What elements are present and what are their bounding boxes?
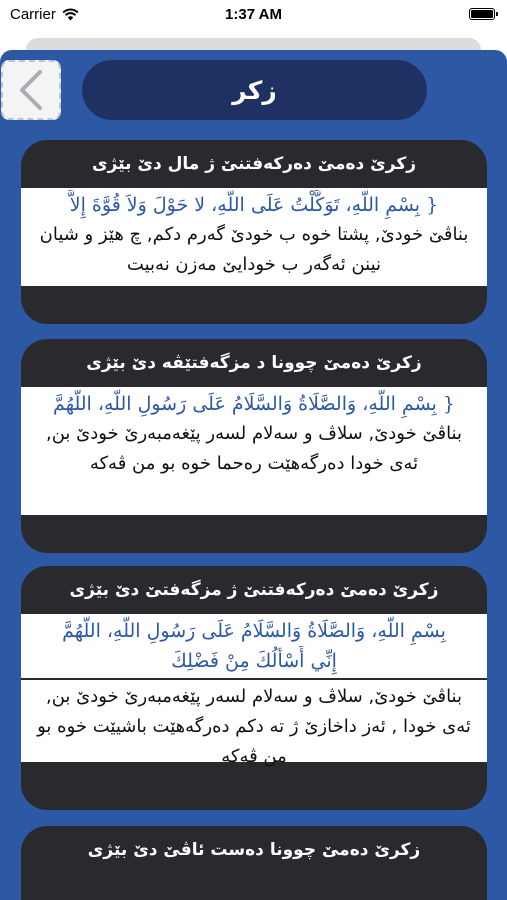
divider — [21, 678, 487, 680]
kurdish-text: بناڤێ خودێ, پشتا خوە ب خودێ گەرم دکم, چ هێز و شیان نینن ئەگەر ب خودایێ مەزن نەبیت — [39, 224, 469, 275]
card-title: زکرێ دەمێ چوونا د مزگەفتێڤە دێ بێژی — [86, 353, 422, 373]
card-body — [21, 188, 487, 286]
dhikr-card[interactable] — [21, 566, 487, 810]
card-body — [21, 387, 487, 515]
status-bar — [0, 0, 507, 30]
kurdish-text: بناڤێ خودێ, سلاڤ و سەلام لسەر پێغەمبەرێ خودێ بن, ئەی خودا , ئەز داخازێ ژ تە دکم دەرگەهێت باشیێت خوە بو من ڤەکە — [37, 686, 471, 767]
carrier-label: Carrier — [10, 6, 56, 23]
arabic-text: { بِسْمِ اللَّهِ، تَوَكَّلْتُ عَلَى اللَّهِ، لا حَوْلَ وَلاَ قُوَّةَ إِلاَّ — [69, 194, 439, 216]
arabic-text: { بِسْمِ اللَّهِ، وَالصَّلَاةُ وَالسَّلَامُ عَلَى رَسُولِ اللَّهِ، اللَّهُمَّ — [53, 393, 455, 415]
dhikr-card[interactable] — [21, 339, 487, 553]
status-time: 1:37 AM — [225, 6, 282, 23]
back-button[interactable] — [1, 60, 61, 120]
modal-sheet — [0, 50, 507, 900]
dhikr-card[interactable] — [21, 826, 487, 900]
card-title: زکرێ دەمێ چوونا دەست ئاڤێ دێ بێژی — [87, 840, 421, 860]
arabic-text-line-2: إِنِّي أَسْأَلُكَ مِنْ فَضْلِكَ — [171, 650, 337, 672]
kurdish-text: بناڤێ خودێ, سلاڤ و سەلام لسەر پێغەمبەرێ خودێ بن, ئەی خودا دەرگەهێت رەحما خوە بو من ڤەکە — [45, 423, 462, 474]
card-title: زکرێ دەمێ دەرکەفتنێ ژ مزگەفتێ دێ بێژی — [69, 580, 439, 600]
card-title: زکرێ دەمێ دەرکەفتنێ ژ مال دێ بێژی — [92, 154, 417, 174]
chevron-left-icon — [16, 68, 46, 112]
dhikr-card[interactable] — [21, 140, 487, 324]
battery-icon — [469, 8, 495, 20]
page-title: زكر — [82, 60, 427, 120]
arabic-text-line-1: بِسْمِ اللَّهِ، وَالصَّلَاةُ وَالسَّلَامُ عَلَى رَسُولِ اللَّهِ، اللَّهُمَّ — [62, 620, 446, 642]
card-body — [21, 614, 487, 767]
